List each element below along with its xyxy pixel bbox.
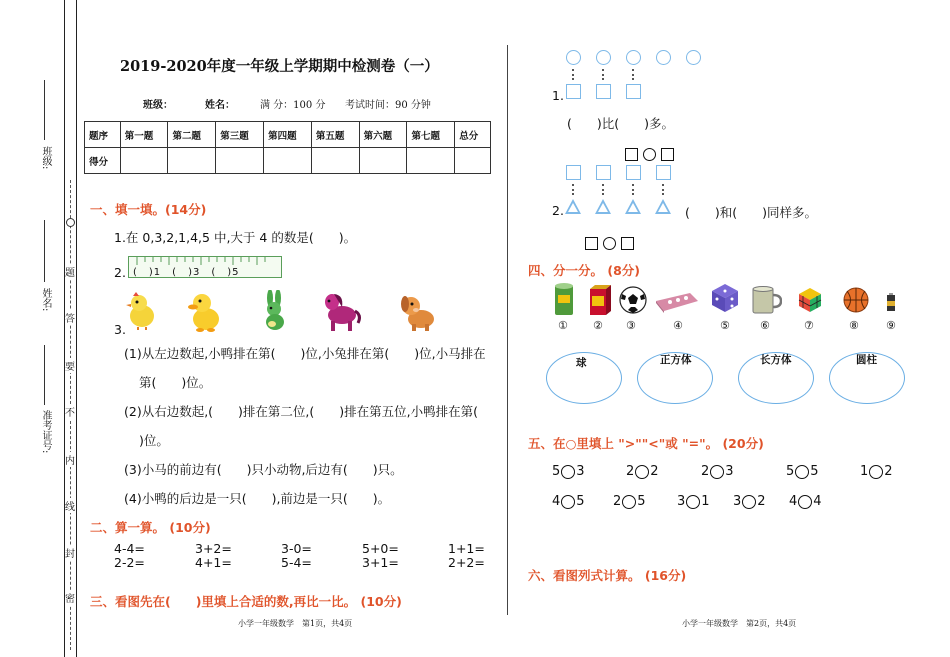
q1-3-number: 3.	[114, 322, 126, 337]
seal-char: 封	[65, 545, 75, 560]
calc-item: 5+0=	[362, 541, 399, 556]
section6-title: 六、看图列式计算。 (16分)	[528, 568, 687, 583]
section3-title: 三、看图先在( )里填上合适的数,再比一比。 (10分)	[90, 594, 402, 609]
score-cell[interactable]	[216, 148, 264, 174]
dotted-connector	[632, 69, 636, 80]
oval-label: 圆柱	[856, 354, 877, 366]
page-divider	[507, 45, 508, 615]
compare-item: 5 3	[552, 464, 585, 479]
name-line	[44, 220, 45, 282]
q3-2-number: 2.	[552, 203, 564, 218]
triangle-shape	[655, 199, 671, 214]
score-table-header: 总分	[455, 122, 491, 148]
compare-blank[interactable]	[561, 495, 575, 509]
score-cell[interactable]	[455, 148, 491, 174]
compare-blank[interactable]	[869, 465, 883, 479]
compare-item: 2 2	[626, 464, 659, 479]
seal-char: 不	[65, 404, 75, 419]
compare-blank[interactable]	[795, 465, 809, 479]
square-shape	[656, 165, 671, 180]
binding-hole	[66, 218, 75, 227]
compare-blank[interactable]	[742, 495, 756, 509]
calc-item: 5-4=	[281, 555, 312, 570]
item-label: ①	[558, 319, 568, 332]
footer-right: 小学一年级数学 第2页，共4页	[682, 619, 797, 628]
soccer-ball-icon	[618, 285, 648, 315]
name-label: 姓名:	[40, 288, 51, 312]
calc-item: 3+1=	[362, 555, 399, 570]
compare-item: 3 2	[733, 494, 766, 509]
q3-2-text: ( )和( )同样多。	[685, 205, 818, 220]
ruler	[128, 256, 282, 278]
seal-char: 题	[65, 264, 75, 279]
score-table-header: 第二题	[168, 122, 216, 148]
mug-icon	[750, 285, 782, 315]
ruler-label: ( )1 ( )3 ( )5	[133, 267, 240, 278]
q1-3-2a: (2)从右边数起,( )排在第二位,( )排在第五位,小鸭排在第(	[124, 404, 479, 419]
q3-1-text: ( )比( )多。	[567, 116, 675, 131]
score-cell[interactable]	[168, 148, 216, 174]
score-cell[interactable]	[120, 148, 168, 174]
pencil-case-icon	[654, 291, 700, 313]
item-label: ③	[626, 319, 636, 332]
calc-item: 2-2=	[114, 555, 145, 570]
dotted-connector	[662, 184, 666, 195]
q1-3-2b: )位。	[139, 433, 169, 448]
seal-char: 内	[65, 452, 75, 467]
compare-item: 2 5	[613, 494, 646, 509]
item-label: ⑦	[804, 319, 814, 332]
q1-3-1b: 第( )位。	[139, 375, 212, 390]
score-table-header: 第六题	[359, 122, 407, 148]
score-table-header: 题序	[85, 122, 121, 148]
class-line	[44, 80, 45, 140]
compare-item: 1 2	[860, 464, 893, 479]
oval-label: 球	[576, 357, 587, 369]
triangle-shape	[565, 199, 581, 214]
circle-shape	[566, 50, 581, 65]
oval-label: 正方体	[660, 354, 692, 366]
basketball-icon	[842, 286, 870, 314]
compare-item: 4 5	[552, 494, 585, 509]
triangle-shape	[595, 199, 611, 214]
q1-3-3: (3)小马的前边有( )只小动物,后边有( )只。	[124, 462, 403, 477]
rabbit-icon	[258, 290, 292, 332]
score-cell[interactable]	[311, 148, 359, 174]
compare-blank[interactable]	[798, 495, 812, 509]
score-table-header: 第七题	[407, 122, 455, 148]
item-label: ⑧	[849, 319, 859, 332]
item-label: ⑥	[760, 319, 770, 332]
square-shape	[566, 165, 581, 180]
calc-item: 2+2=	[448, 555, 485, 570]
calc-item: 3-0=	[281, 541, 312, 556]
square-shape	[626, 84, 641, 99]
score-row-label: 得分	[85, 148, 121, 174]
square-shape	[626, 165, 641, 180]
score-cell[interactable]	[407, 148, 455, 174]
section4-title: 四、分一分。 (8分)	[528, 263, 640, 278]
section5-title: 五、在○里填上 ">""<"或 "="。 (20分)	[528, 436, 764, 451]
circle-shape	[596, 50, 611, 65]
symbol-row	[585, 233, 639, 252]
puppy-icon	[397, 292, 437, 332]
score-table	[84, 121, 491, 174]
circle-shape	[626, 50, 641, 65]
calc-item: 1+1=	[448, 541, 485, 556]
dotted-connector	[632, 184, 636, 195]
score-table-header: 第一题	[120, 122, 168, 148]
battery-icon	[885, 292, 897, 312]
score-cell[interactable]	[264, 148, 312, 174]
q1-3-4: (4)小鸭的后边是一只( ),前边是一只( )。	[124, 491, 391, 506]
symbol-row	[625, 144, 679, 163]
compare-item: 4 4	[789, 494, 822, 509]
seal-char: 线	[65, 498, 75, 513]
oval-label: 长方体	[760, 354, 792, 366]
pony-icon	[320, 291, 362, 333]
calc-item: 4-4=	[114, 541, 145, 556]
circle-shape	[686, 50, 701, 65]
q3-1-number: 1.	[552, 88, 564, 103]
item-label: ②	[593, 319, 603, 332]
score-table-header: 第四题	[264, 122, 312, 148]
dice-icon	[710, 282, 740, 314]
calc-item: 3+2=	[195, 541, 232, 556]
circle-shape	[656, 50, 671, 65]
compare-blank[interactable]	[710, 465, 724, 479]
compare-item: 5 5	[786, 464, 819, 479]
page-title: 2019-2020年度一年级上学期期中检测卷（一）	[120, 58, 439, 75]
class-field: 班级：	[143, 100, 173, 111]
duckling-icon	[188, 292, 222, 332]
score-table-header: 第五题	[311, 122, 359, 148]
section1-title: 一、填一填。(14分)	[90, 202, 207, 217]
square-shape	[566, 84, 581, 99]
name-field: 姓名：	[205, 100, 235, 111]
item-label: ④	[673, 319, 683, 332]
dotted-connector	[572, 184, 576, 195]
compare-blank[interactable]	[561, 465, 575, 479]
id-label: 准考证号:	[40, 410, 51, 454]
box-icon	[587, 284, 613, 316]
calc-item: 4+1=	[195, 555, 232, 570]
item-label: ⑨	[886, 319, 896, 332]
seal-char: 密	[65, 590, 75, 605]
dotted-connector	[602, 69, 606, 80]
compare-blank[interactable]	[622, 495, 636, 509]
score-field: 满 分：100 分	[260, 100, 326, 111]
triangle-shape	[625, 199, 641, 214]
q1-1: 1.在 0,3,2,1,4,5 中,大于 4 的数是( )。	[114, 230, 357, 245]
square-shape	[596, 84, 611, 99]
dotted-connector	[602, 184, 606, 195]
square-shape	[596, 165, 611, 180]
compare-item: 2 3	[701, 464, 734, 479]
chick-icon	[125, 292, 159, 330]
dotted-connector	[572, 69, 576, 80]
q1-3-1a: (1)从左边数起,小鸭排在第( )位,小兔排在第( )位,小马排在	[124, 346, 486, 361]
score-cell[interactable]	[359, 148, 407, 174]
q1-2-number: 2.	[114, 265, 126, 280]
seal-char: 答	[65, 310, 75, 325]
item-label: ⑤	[720, 319, 730, 332]
compare-item: 3 1	[677, 494, 710, 509]
rubiks-cube-icon	[797, 287, 823, 313]
seal-char: 要	[65, 358, 75, 373]
id-line	[44, 345, 45, 405]
time-field: 考试时间：90 分钟	[345, 100, 431, 111]
can-icon	[553, 282, 575, 316]
class-label: 班级:	[40, 146, 51, 170]
footer-left: 小学一年级数学 第1页，共4页	[238, 619, 353, 628]
compare-blank[interactable]	[635, 465, 649, 479]
score-table-header: 第三题	[216, 122, 264, 148]
section2-title: 二、算一算。 (10分)	[90, 520, 211, 535]
compare-blank[interactable]	[686, 495, 700, 509]
